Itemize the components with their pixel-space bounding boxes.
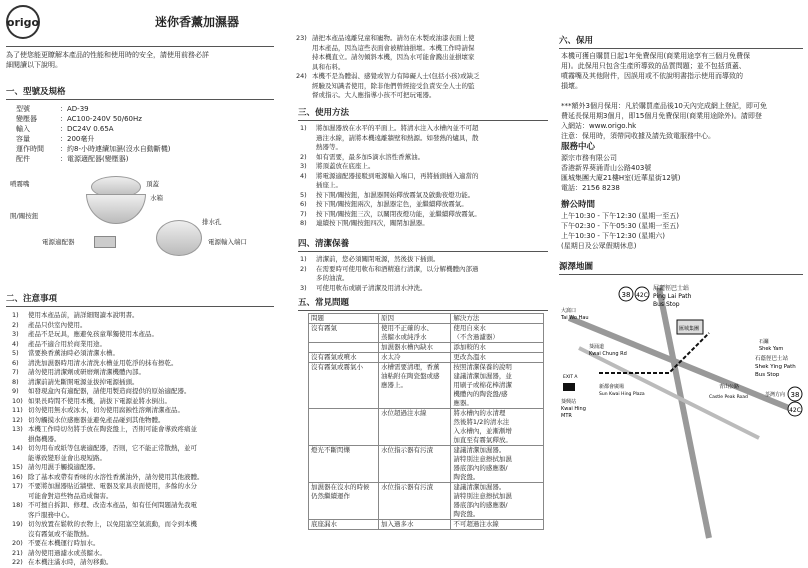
label-water-tank: 水箱: [150, 194, 163, 202]
map-label: Kwai Hing: [561, 406, 586, 412]
faq-heading: 五、常見問題: [298, 298, 350, 308]
map-label: Tai Wo Hau: [561, 315, 589, 321]
label-power-input: 電源輸入端口: [208, 238, 247, 246]
table-cell: 使用不正確的水、 蒸餾水或純淨水: [379, 324, 451, 343]
table-row: [309, 324, 544, 343]
table-row: [309, 409, 544, 446]
list-item: [12, 435, 204, 445]
spec-value: ：200毫升: [60, 135, 95, 143]
table-cell: 更改為溫水: [451, 353, 544, 363]
list-text: 熱器等。: [316, 143, 342, 151]
list-item: [12, 311, 204, 321]
list-text: 清潔前，您必須關閉電源，然後拔下插頭。: [316, 255, 440, 263]
list-number: 5): [12, 349, 19, 357]
list-number: [300, 134, 316, 144]
table-cell: 水太冷: [379, 353, 451, 363]
list-number: 23): [296, 34, 307, 42]
list-text: 不要在本機運行時加水。: [28, 539, 100, 547]
faq-table: [308, 313, 544, 530]
list-text: 按下開/關按鈕，加濕器開始釋放霧氣及啟動夜燈功能。: [316, 190, 475, 199]
table-row: [309, 363, 544, 409]
clean-heading: 四、清潔保養: [298, 239, 350, 249]
text-line: 源宗市務有限公司: [561, 154, 617, 162]
list-number: 13): [12, 425, 23, 433]
list-number: 18): [12, 501, 23, 509]
page-title: 迷你香薰加濕器: [155, 15, 240, 29]
warranty-heading: 六、保用: [559, 36, 594, 46]
product-diagram: [6, 170, 274, 270]
list-item: [12, 511, 204, 521]
table-cell: 使用自來水 （不含過濾器）: [451, 324, 544, 343]
table-header-row: [309, 314, 544, 324]
table-cell: 加濕器水槽內缺水: [379, 343, 451, 353]
divider: [6, 99, 274, 100]
list-text: 能導致變形並會出現短路。: [28, 453, 106, 462]
list-item: [12, 530, 204, 540]
divider: [298, 310, 548, 311]
table-cell: [309, 343, 379, 353]
list-text: 將電源適配器接駁到電源輸入端口，再將插頭插入適當的: [316, 171, 479, 180]
spec-key: 容量: [16, 135, 30, 143]
list-text: 按下開/關按鈕兩次，加濕器定色，並繼續釋放霧氣。: [316, 200, 468, 208]
list-text: 如有需要，最多加5滴水溶性香薰油。: [316, 152, 425, 161]
list-item: [12, 378, 204, 388]
list-item: [296, 44, 480, 54]
table-cell: 沒有霧氣: [309, 324, 379, 343]
list-text: 可能會對這些物品造成傷害。: [28, 491, 113, 500]
list-text: 產品不適合用於商業用途。: [28, 339, 106, 348]
list-number: 16): [12, 472, 23, 481]
map-label: 屏麗徑巴士站: [653, 285, 690, 292]
bus-route-label: 42C: [636, 292, 648, 299]
list-text: 按下開/關按鈕三次，以關閉夜燈功能，並繼續釋放霧氣。: [316, 209, 481, 218]
list-number: [300, 181, 316, 191]
list-text: 本機工作時切勿將手放在陶瓷盤上，否則可能會導致疼痛並: [28, 425, 197, 433]
list-number: 20): [12, 539, 23, 547]
list-item: [300, 153, 481, 163]
list-item: [296, 63, 480, 73]
list-text: 多的油漬。: [316, 274, 349, 282]
table-header-cell: 原因: [379, 314, 451, 324]
list-item: [296, 82, 480, 92]
list-text: 將頂蓋放在底座上。: [316, 162, 375, 170]
spec-value: ：AC100-240V 50/60Hz: [60, 115, 142, 123]
list-item: [300, 255, 479, 265]
text-line: 損壞。: [561, 82, 582, 90]
list-text: 使用本產品前，請詳細閱讀本說明書。: [28, 311, 139, 319]
list-item: [300, 200, 481, 210]
list-text: 切勿觸摸水位感應器並避免產品碰到其他物體。: [28, 415, 165, 424]
list-item: [12, 501, 204, 511]
map-label: 石籬: [759, 339, 770, 345]
list-number: 6): [300, 200, 307, 208]
list-text: 切勿放置在鬆軟的衣物上，以免阻塞空氣流動，而令到本機: [28, 520, 197, 528]
list-number: 7): [12, 368, 19, 376]
clean-list: [300, 255, 479, 293]
map-label: 青山公路: [719, 384, 740, 390]
list-item: [12, 463, 204, 473]
hours-heading: 辦公時間: [561, 200, 596, 210]
map-label: Bus Stop: [653, 301, 680, 308]
table-cell: 水位指示器有污漬: [379, 483, 451, 520]
list-text: 督或指示。大人應指導小孩不可把玩電器。: [312, 91, 436, 99]
cautions-heading: 二、注意事項: [6, 294, 58, 304]
list-number: 3): [12, 330, 19, 338]
list-text: 具和布料。: [312, 62, 345, 71]
list-item: [296, 53, 480, 63]
list-text: 本機不是為體弱、感覺或智力有障礙人士(包括小孩)或缺乏: [312, 72, 480, 80]
list-number: 12): [12, 415, 23, 424]
list-number: 15): [12, 463, 23, 471]
list-number: 8): [12, 377, 19, 386]
list-text: 在本機注滿水時，請勿移動。: [28, 558, 113, 566]
list-item: [12, 549, 204, 559]
list-text: 持本機直立。請勿傾斜本機，因為水可能會濺出並損壞家: [312, 53, 475, 61]
text-line: 費延長保用期3個月，即15個月免費保用(商業用途除外)。請即登: [561, 112, 762, 120]
list-item: [12, 492, 204, 502]
usage-heading: 三、使用方法: [298, 108, 350, 118]
map-label: Bus Stop: [755, 372, 780, 378]
list-number: 4): [300, 171, 307, 180]
list-text: 產品只供室內使用。: [28, 320, 87, 329]
list-number: 4): [12, 339, 19, 348]
spec-heading: 一、型號及規格: [6, 87, 66, 97]
map-label: 新都會廣場: [599, 384, 625, 390]
divider: [298, 120, 548, 121]
table-cell: 將水槽內的水清理 然後將1/2的清水注 入水槽內，並漸漸增 加直至有霧氣釋放。: [451, 409, 544, 446]
list-text: 清潔前請先斷開電源並拔掉電源插頭。: [28, 377, 139, 386]
list-text: 清洗加濕器時用清水清洗水槽並用乾淨的抹布擦乾。: [28, 358, 178, 367]
spec-key: 輸入: [16, 125, 30, 133]
spec-key: 運作時間: [16, 145, 44, 153]
list-number: 22): [12, 558, 23, 566]
cautions-list: [12, 311, 204, 568]
service-heading: 服務中心: [561, 142, 596, 152]
text-line: 上午10:30 - 下午12:30 (星期一至五): [561, 212, 680, 220]
list-number: 21): [12, 548, 23, 557]
label-power-button: 開/關按鈕: [10, 212, 39, 220]
office-hours: [561, 211, 679, 251]
spec-key: 變壓器: [16, 115, 37, 123]
list-item: [12, 425, 204, 435]
list-text: 切勿用布或紙等包裹適配器，否則，它不能正常散熱，並可: [28, 444, 197, 452]
origo-logo: origo: [6, 5, 40, 39]
bus-route-label: 38: [790, 391, 800, 399]
list-number: 10): [12, 396, 23, 405]
text-line: 上午10:30 - 下午12:30 (星期六): [561, 232, 666, 240]
list-item: [12, 539, 204, 549]
list-number: [12, 530, 28, 540]
list-number: [300, 143, 316, 153]
list-text: 請勿使用過濾水或蒸餾水。: [28, 548, 106, 557]
map-label: 葵涌道: [589, 344, 605, 350]
table-cell: 建議清潔加濕器。 請特別注意擦拭加濕 器底部內的感應器/ 陶瓷盤。: [451, 446, 544, 483]
spec-value: ：AD-39: [60, 105, 89, 113]
label-drain-hole: 排水孔: [202, 218, 222, 226]
table-cell: 按照清潔保養的說明 建議清潔加濕器，並 用刷子或棉花棒清潔 機體內的陶瓷盤/感 應器。: [451, 363, 544, 409]
list-number: 8): [300, 219, 307, 227]
list-item: [12, 454, 204, 464]
intro-line-1: 為了使您能更瞭解本產品的性能和使用時的安全，請使用前務必詳: [6, 51, 209, 59]
text-line: 注意：保用時，須帶同收據及請先致電服務中心。: [561, 132, 715, 140]
list-number: [296, 44, 312, 54]
spec-value: ：電源適配器(變壓器): [60, 155, 129, 163]
humidifier-bottom-illustration: [156, 220, 202, 256]
text-line: 匯城集團大廈21樓H室(近華星街12號): [561, 174, 681, 182]
map-label: 荃灣方向: [765, 392, 786, 398]
text-line: [561, 91, 767, 101]
list-number: 19): [12, 520, 23, 528]
table-row: [309, 353, 544, 363]
list-item: [12, 387, 204, 397]
list-number: 24): [296, 72, 307, 80]
spec-value: ：約8-小時連續加濕(沒水自動斷機): [60, 145, 171, 153]
list-item: [300, 143, 481, 153]
list-text: 不可擅自拆卸、修理、改造本產品，如有任何問題請先我電: [28, 501, 197, 509]
list-item: [300, 210, 481, 220]
list-item: [12, 330, 204, 340]
adapter-illustration: [94, 236, 116, 248]
table-cell: 不可超過注水線: [451, 520, 544, 530]
list-text: 除了基本或帶有香味的水溶性香薰油外，請勿使用其他液體。: [28, 472, 204, 481]
map-label: 匯城集團: [679, 326, 700, 332]
list-item: [300, 284, 479, 294]
list-item: [300, 162, 481, 172]
map-label: Kwai Chung Rd: [589, 351, 627, 357]
text-line: 下午02:30 - 下午05:30 (星期一至五): [561, 222, 680, 230]
spec-key: 配件: [16, 155, 30, 163]
spec-table: [16, 104, 170, 164]
divider: [559, 48, 803, 49]
bus-route-label: 38: [621, 291, 631, 299]
label-mist-nozzle: 噴霧嘴: [10, 180, 30, 188]
table-cell: 添加較的水: [451, 343, 544, 353]
list-item: [300, 274, 479, 284]
list-item: [12, 359, 204, 369]
list-number: 3): [300, 162, 307, 170]
list-text: 如發現盒內有適配器，請使用製造商提供的原始適配器。: [28, 387, 191, 395]
list-text: 將加濕器放在水平的平面上。將清水注入水槽內並不可超: [316, 124, 479, 132]
list-item: [300, 219, 481, 229]
list-text: 損傷機器。: [28, 434, 61, 443]
list-text: 在需要時可使用軟布和酒精進行清潔，以分解機體內部過: [316, 264, 479, 273]
list-item: [12, 397, 204, 407]
list-text: 不要將加濕器貼近牆壁、電器及家具表面使用，多餘的水分: [28, 482, 197, 490]
map-heading: 源澤地圖: [559, 262, 594, 272]
list-item: [12, 520, 204, 530]
list-number: [296, 91, 312, 101]
list-text: 請把本產品遠離兒童和寵物。請勿在木製或油漆表面上使: [312, 34, 475, 42]
list-item: [296, 91, 480, 101]
map-label: 石蔭徑巴士站: [755, 356, 789, 362]
list-item: [12, 558, 204, 568]
list-item: [12, 321, 204, 331]
list-text: 沒有霧氣或不能散熱。: [28, 529, 93, 538]
list-item: [12, 340, 204, 350]
table-cell: [309, 409, 379, 446]
list-item: [300, 191, 481, 201]
table-row: [309, 343, 544, 353]
divider: [6, 46, 274, 47]
spec-value: ：DC24V 0.65A: [60, 125, 114, 133]
table-header-cell: 解決方法: [451, 314, 544, 324]
table-cell: 水槽需要清理，香薰 油粘附在陶瓷盤或感 應器上。: [379, 363, 451, 409]
list-number: 2): [300, 264, 307, 273]
text-line: 用)。此保用只包含生產所導致的品質問題；並不包括頂蓋、: [561, 62, 746, 70]
divider: [559, 274, 803, 275]
map-label: Shek Yam: [759, 346, 784, 352]
list-number: [12, 492, 28, 502]
list-item: [300, 181, 481, 191]
list-number: 2): [12, 320, 19, 329]
list-number: [12, 435, 28, 445]
map-label: 大窩口: [561, 308, 577, 314]
table-cell: 水位指示器有污漬: [379, 446, 451, 483]
list-number: 17): [12, 482, 23, 490]
map-label: Sun Kwai Hing Plaza: [599, 392, 645, 397]
list-number: 2): [300, 152, 307, 161]
text-line: 噴霧嘴及其他附件，因誤用或不依說明書指示使用而導致的: [561, 72, 743, 80]
list-item: [12, 444, 204, 454]
table-cell: 沒有霧氣或霧氣小: [309, 363, 379, 409]
label-power-adapter: 電源適配器: [42, 238, 75, 246]
map-label: Castle Peak Road: [709, 395, 748, 400]
text-line: 入網站：www.origo.hk: [561, 122, 637, 130]
list-item: [12, 473, 204, 483]
list-item: [12, 368, 204, 378]
list-text: 請勿使用清潔劑或研磨劑清潔機體內部。: [28, 368, 145, 376]
text-line: (星期日及公眾假期休息): [561, 242, 637, 250]
list-item: [296, 72, 480, 82]
intro-line-2: 細閱讀以下說明。: [6, 61, 62, 69]
table-cell: 水位超過注水線: [379, 409, 451, 446]
list-text: 當要換香薰油時必須清潔水槽。: [28, 349, 119, 357]
list-number: 11): [12, 406, 23, 414]
list-item: [296, 34, 480, 44]
table-cell: 燈光不斷閃爍: [309, 446, 379, 483]
list-text: 請勿用濕手觸摸適配器。: [28, 463, 100, 471]
table-cell: 建議清潔加濕器。 請特別注意擦拭加濕 器底部內的感應器/ 陶瓷盤。: [451, 483, 544, 520]
list-text: 連續按下開/關按鈕四次，關閉加濕器。: [316, 219, 429, 227]
map-label: 葵興站: [561, 399, 577, 405]
list-number: 9): [12, 387, 19, 395]
list-text: 經驗及知識者使用，除非他們曾經接受負責安全人士的監: [312, 81, 475, 90]
list-text: 可使用軟布或刷子清潔及用清水沖洗。: [316, 283, 427, 292]
map-label: MTR: [561, 413, 572, 419]
map-label: Ping Lai Path: [653, 293, 692, 300]
map-label: Shek Ying Path: [755, 364, 796, 370]
list-number: 1): [12, 311, 19, 319]
list-text: 切勿使用無水或冰水，切勿使用腐蝕性溶劑清潔產品。: [28, 406, 184, 414]
warranty-text: [561, 51, 767, 141]
list-text: 過注水線，請將本機遠離牆壁和熱源。如發熱的爐具，散: [316, 133, 479, 142]
label-top-cover: 頂蓋: [146, 180, 159, 188]
table-row: [309, 446, 544, 483]
list-number: 5): [300, 190, 307, 199]
list-item: [12, 482, 204, 492]
bus-route-label: 42C: [789, 407, 801, 414]
usage-list: [300, 124, 481, 229]
list-text: 插座上。: [316, 181, 342, 189]
location-map: [559, 278, 803, 548]
text-line: 本機可獲自購買日起1年免費保用(商業用途享有三個月免費保: [561, 52, 751, 60]
cautions-list-continued: [296, 34, 480, 101]
list-item: [300, 265, 479, 275]
list-number: [12, 454, 28, 464]
table-cell: 底座漏水: [309, 520, 379, 530]
table-row: [309, 483, 544, 520]
table-row: [309, 520, 544, 530]
list-text: 產品不是玩具，應避免孩童單獨使用本產品。: [28, 330, 158, 338]
list-number: 3): [300, 283, 307, 292]
list-number: [300, 274, 316, 284]
table-cell: 加入過多水: [379, 520, 451, 530]
mtr-exit-marker: [563, 383, 575, 391]
list-item: [300, 134, 481, 144]
list-item: [300, 172, 481, 182]
map-label: EXIT A: [563, 375, 578, 380]
divider: [298, 251, 548, 252]
list-number: 6): [12, 358, 19, 367]
divider: [6, 306, 274, 307]
table-header-cell: 問題: [309, 314, 379, 324]
list-number: [296, 63, 312, 73]
list-number: 7): [300, 209, 307, 218]
list-item: [12, 406, 204, 416]
list-number: 1): [300, 124, 307, 132]
table-cell: 加濕器在沒水的時候 仍然繼續運作: [309, 483, 379, 520]
list-number: [12, 511, 28, 521]
humidifier-base-illustration: [86, 194, 146, 224]
table-cell: 沒有霧氣或噴水: [309, 353, 379, 363]
list-item: [12, 416, 204, 426]
list-number: [296, 53, 312, 63]
list-number: 1): [300, 255, 307, 263]
list-item: [12, 349, 204, 359]
list-text: 客戶服務中心。: [28, 510, 74, 519]
service-info: [561, 153, 681, 193]
list-number: [296, 82, 312, 92]
text-line: ***額外3個月保用：凡於購買產品後10天內完成網上登記，即可免: [561, 102, 767, 110]
text-line: 電話：2156 8238: [561, 184, 620, 192]
list-number: 14): [12, 444, 23, 452]
list-text: 如果長時間不使用本機，請拔下電源並將水倒出。: [28, 396, 171, 405]
list-item: [300, 124, 481, 134]
spec-key: 型號: [16, 105, 30, 113]
text-line: 香港新界葵涌青山公路403號: [561, 164, 652, 172]
list-text: 用本產品，因為這些表面會被精油損壞。本機工作時請保: [312, 43, 475, 52]
